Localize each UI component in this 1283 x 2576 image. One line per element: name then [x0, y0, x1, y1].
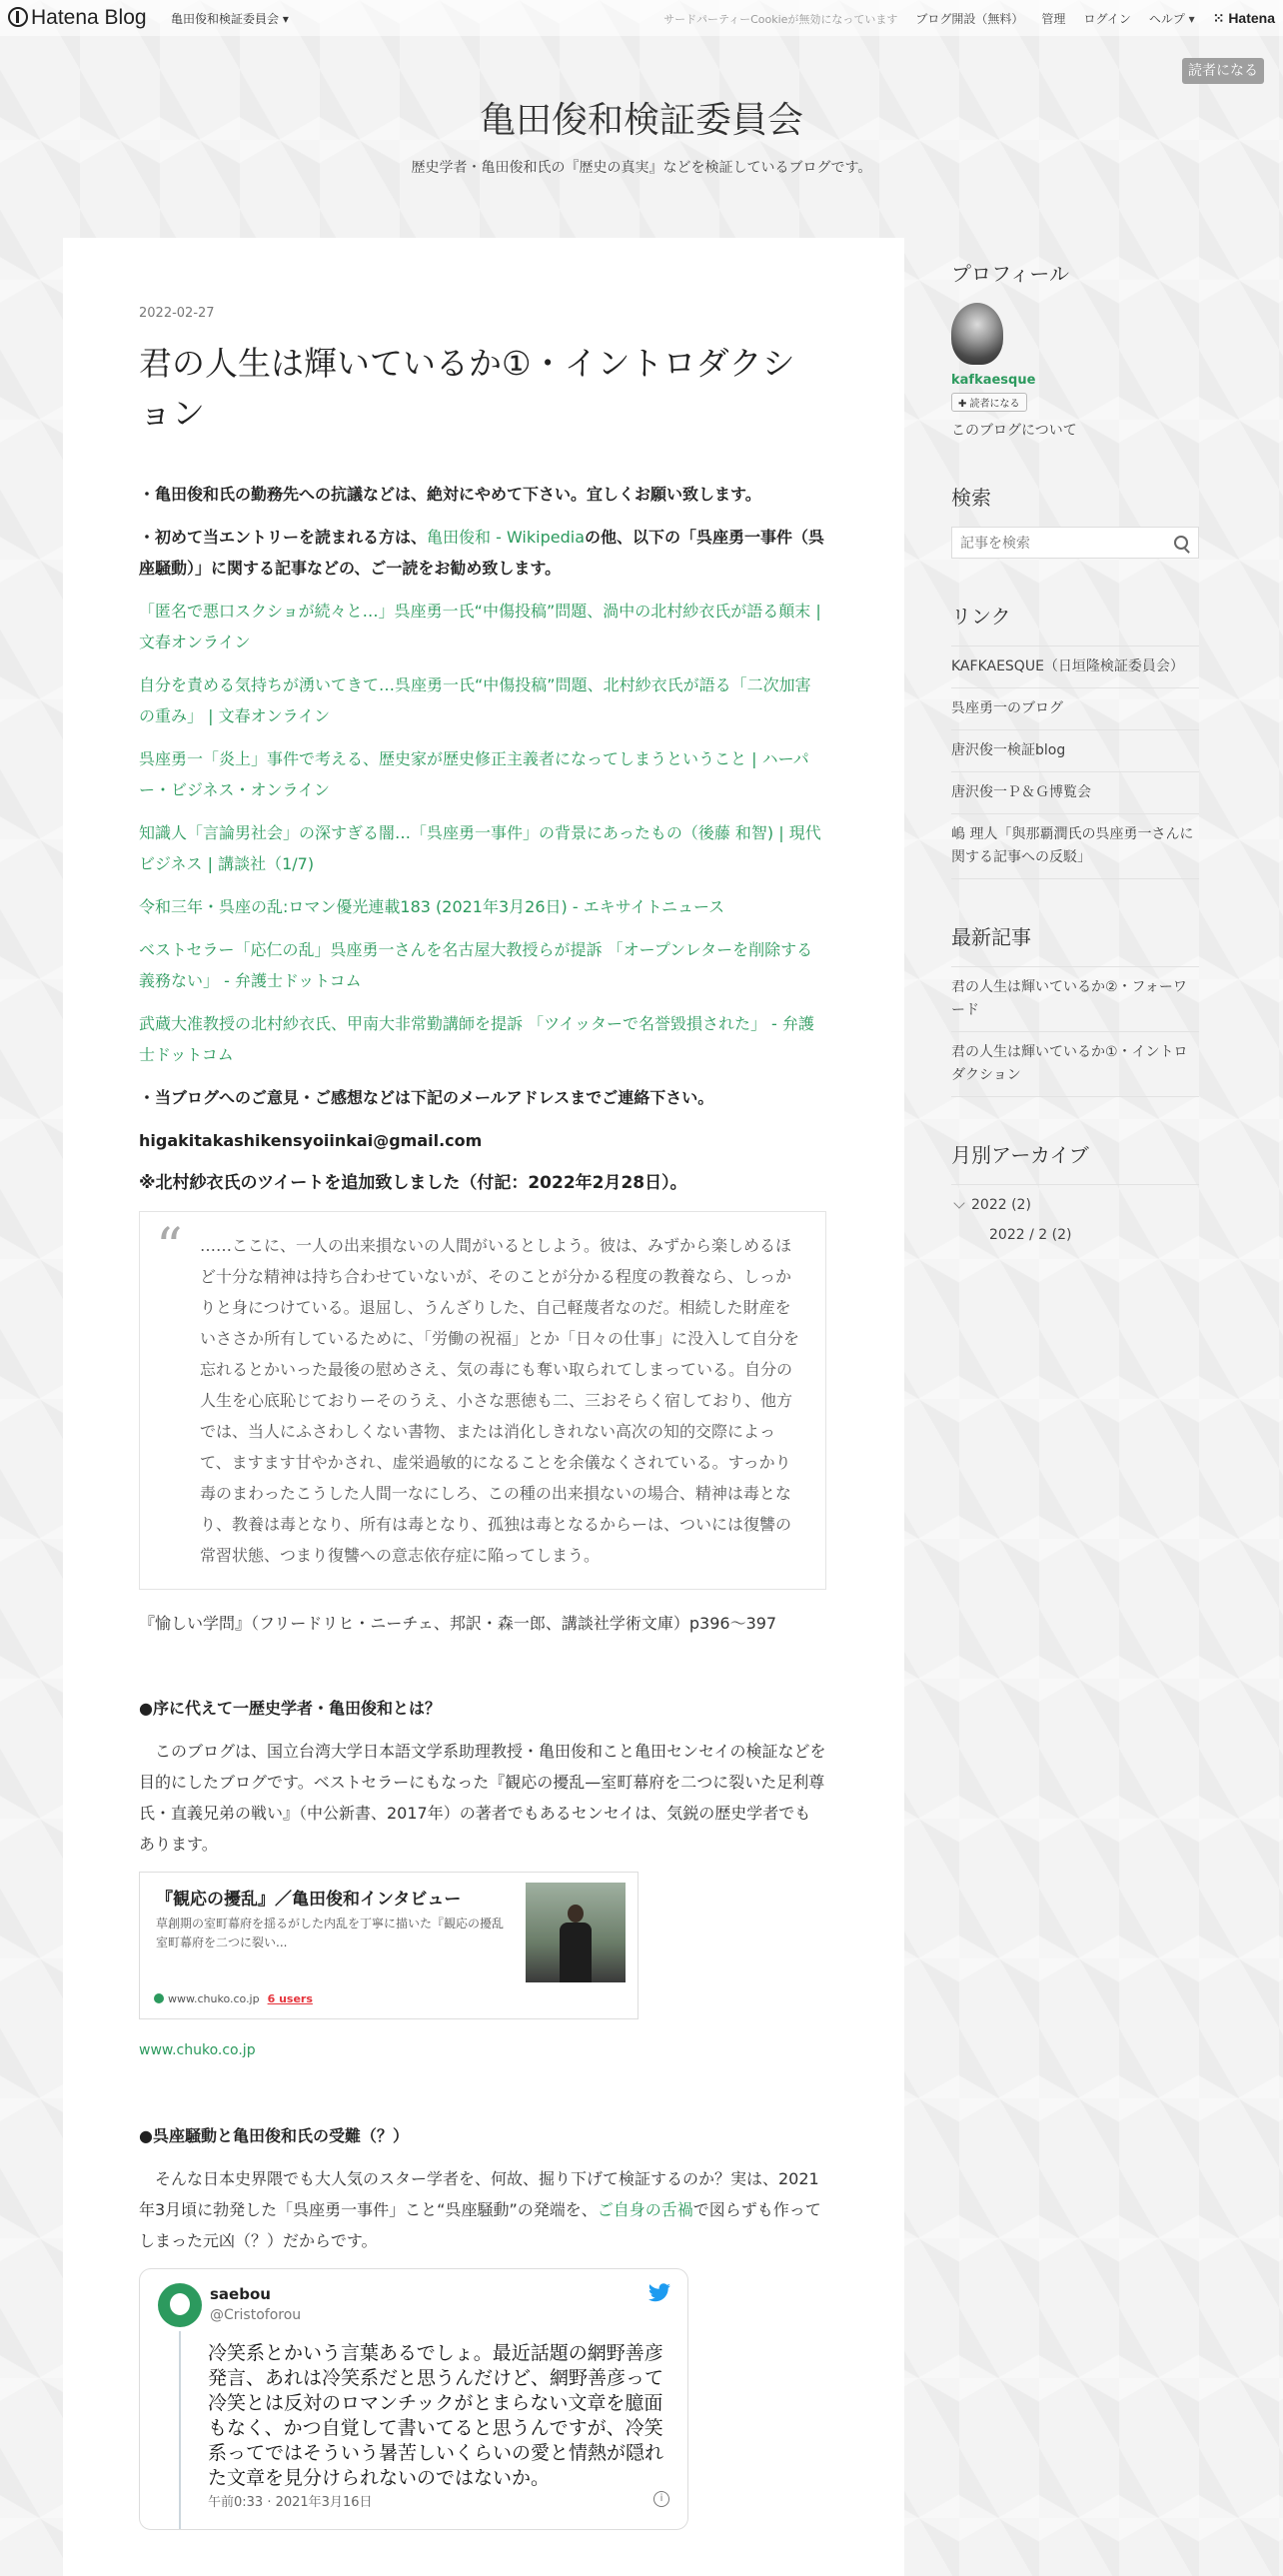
profile-module — [951, 258, 1199, 440]
info-icon[interactable]: i — [653, 2491, 669, 2507]
sidebar-link[interactable]: KAFKAESQUE（日垣隆検証委員会） — [951, 645, 1199, 688]
archive-heading: 月別アーカイブ — [951, 1143, 1089, 1167]
tweet-thread-line — [179, 2331, 181, 2530]
sidebar-link[interactable]: 呉座勇一のブログ — [951, 688, 1199, 730]
card-source — [154, 1992, 313, 2005]
recent-list — [951, 966, 1199, 1097]
addendum-note: ※北村紗衣氏のツイートを追加致しました（付記：2022年2月28日）。 — [139, 1173, 687, 1193]
section-heading-goza: ●呉座騒動と亀田俊和氏の受難（？） — [139, 2126, 409, 2145]
notice-text-post: の他、以下の「呉座勇一事件（呉座騒動）」に関する記事などの、ご一読をお勧め致します。 — [139, 528, 825, 578]
sidebar-link[interactable]: 唐沢俊一Ｐ＆Ｇ博覧会 — [951, 772, 1199, 814]
entry-date[interactable]: 2022-02-27 — [139, 306, 215, 321]
tweet-author-handle[interactable]: @Cristoforou — [210, 2307, 302, 2323]
tweet-text: 冷笑系とかいう言葉あるでしょ。最近話題の網野善彦発言、あれは冷笑系だと思うんだけど、網野善彦って冷笑とは反対のロマンチックがとまらない文章を臆面もなく、かつ自覚して書いてると思うんですが、冷笑系ってではそういう暑苦しいくらいの愛と情熱が隠れた文章を見分けられないのではないか。 — [208, 2342, 664, 2489]
embedded-tweet[interactable] — [139, 2268, 688, 2530]
article-link[interactable]: 「匿名で悪口スクショが続々と…」呉座勇一氏“中傷投稿”問題、渦中の北村紗衣氏が語る顛末 | 文春オンライン — [139, 602, 821, 651]
chevron-down-icon[interactable] — [953, 1197, 964, 1208]
article-link[interactable]: 呉座勇一「炎上」事件で考える、歴史家が歴史修正主義者になってしまうということ | ハーパー・ビジネス・オンライン — [139, 749, 809, 799]
recent-heading: 最新記事 — [951, 925, 1031, 949]
blog-description: 歴史学者・亀田俊和氏の『歴史の真実』などを検証しているブログです。 — [411, 160, 872, 176]
intro-paragraph: このブログは、国立台湾大学日本語文学系助理教授・亀田俊和こと亀田センセイの検証などを目的にしたブログです。ベストセラーにもなった『観応の擾乱—室町幕府を二つに裂いた足利尊氏・直義兄弟の戦い』（中公新書、2017年）の著者でもあるセンセイは、気鋭の歴史学者でもあります。 — [139, 1742, 826, 1854]
cookie-notice: サードパーティーCookieが無効になっています — [663, 12, 898, 26]
help-menu[interactable]: ヘルプ ▾ — [1148, 12, 1195, 26]
goza-paragraph — [139, 2163, 826, 2256]
archive-month-link[interactable]: 2022 / 2 (2) — [989, 1227, 1072, 1243]
source-link[interactable]: www.chuko.co.jp — [139, 2042, 256, 2058]
hatena-logo-icon — [8, 7, 28, 27]
links-list — [951, 645, 1199, 879]
author-photo — [560, 1905, 592, 1982]
contact-email: higakitakashikensyoiinkai@gmail.com — [139, 1131, 483, 1150]
nietzsche-quote — [139, 1211, 826, 1590]
open-blog-link[interactable]: ブログ開設（無料） — [915, 12, 1024, 26]
wikipedia-link[interactable]: 亀田俊和 - Wikipedia — [427, 528, 585, 547]
quote-citation: 『愉しい学問』（フリードリヒ・ニーチェ、邦訳・森一郎、講談社学術文庫）p396～397 — [139, 1614, 777, 1633]
tongue-slip-link[interactable]: ご自身の舌禍 — [597, 2200, 693, 2219]
search-icon[interactable] — [1174, 536, 1188, 550]
hatena-blog-logo[interactable] — [8, 6, 147, 30]
article-link[interactable]: 武蔵大准教授の北村紗衣氏、甲南大非常勤講師を提訴 「ツイッターで名誉毀損された」 - 弁護士ドットコム — [139, 1014, 814, 1064]
recent-entry-link[interactable]: 君の人生は輝いているか②・フォーワード — [951, 966, 1199, 1032]
notice-first-readers — [139, 522, 826, 584]
quote-text: ……ここに、一人の出来損ないの人間がいるとしよう。彼は、みずから楽しめるほど十分な精神は持ち合わせていないが、そのことが分かる程度の教養なら、しっかりと身につけている。退屈し、うんざりした、自己軽蔑者なのだ。相続した財産をいささか所有しているために、「労働の祝福」とか「日々の仕事」に没入して自分を忘れるとかいった最後の慰めさえ、気の毒にも奪い取られてしまっている。自分の人生を心底恥じておりーそのうえ、小さな悪徳も二、三おそらく宿しており、他方では、当人にふさわしくない書物、または消化しきれない高次の知的交際によって、ますます甘やかされ、虚栄過敏的になることを余儀なくされている。すっかり毒のまわったこうした人間一なにしろ、この種の出来損ないの場合、精神は毒となり、教養は毒となり、所有は毒となり、孤独は毒となるからーは、ついには復讐の常習状態、つまり復讐への意志依存症に陥ってしまう。 — [200, 1236, 800, 1565]
profile-name[interactable]: kafkaesque — [951, 373, 1036, 388]
bookmark-users-link[interactable]: 6 users — [267, 1992, 313, 2005]
sidebar-link[interactable]: 嶋 理人「與那覇潤氏の呉座勇一さんに関する記事への反駁」 — [951, 814, 1199, 879]
card-thumbnail[interactable] — [526, 1883, 626, 1982]
profile-heading: プロフィール — [951, 262, 1069, 286]
admin-link[interactable]: 管理 — [1041, 12, 1066, 26]
archive-list — [951, 1184, 1199, 1243]
login-link[interactable]: ログイン — [1083, 12, 1131, 26]
goza-text-post: で図らずも作ってしまった元凶（？）だからです。 — [139, 2200, 821, 2250]
sidebar-link[interactable]: 唐沢俊一検証blog — [951, 730, 1199, 772]
sidebar — [951, 258, 1199, 1285]
archive-year-label: 2022 (2) — [971, 1197, 1031, 1213]
blog-menu-dropdown[interactable]: 亀田俊和検証委員会 ▾ — [171, 12, 289, 26]
links-heading: リンク — [951, 605, 1011, 629]
subscribe-button[interactable]: 読者になる — [1182, 58, 1264, 84]
twitter-bird-icon[interactable] — [647, 2283, 671, 2303]
article-link[interactable]: 知識人「言論男社会」の深すぎる闇…「呉座勇一事件」の背景にあったもの（後藤 和智) | 現代ビジネス | 講談社（1/7) — [139, 823, 821, 873]
search-box — [951, 527, 1199, 559]
notice-text-pre: ・初めて当エントリーを読まれる方は、 — [139, 528, 428, 547]
goza-text-pre: そんな日本史界隈でも大人気のスター学者を、何故、掘り下げて検証するのか？実は、2021年3月頃に勃発した「呉座勇一事件」こと“呉座騒動”の発端を、 — [139, 2169, 819, 2219]
card-source-domain: www.chuko.co.jp — [168, 1992, 260, 2005]
archive-module — [951, 1139, 1199, 1243]
links-module — [951, 601, 1199, 879]
recent-module — [951, 921, 1199, 1097]
hatena-label: Hatena — [1228, 10, 1275, 26]
tweet-avatar[interactable] — [158, 2283, 202, 2327]
about-blog-link[interactable]: このブログについて — [951, 423, 1077, 439]
search-module — [951, 482, 1199, 559]
hatena-menu[interactable] — [1213, 10, 1275, 27]
section-heading-intro: ●序に代えて一歴史学者・亀田俊和とは？ — [139, 1699, 441, 1718]
article-link[interactable]: ベストセラー「応仁の乱」呉座勇一さんを名古屋大教授らが提訴 「オープンレターを削除する義務ない」 - 弁護士ドットコム — [139, 940, 813, 990]
blog-title[interactable]: 亀田俊和検証委員会 — [479, 100, 803, 141]
global-header — [0, 0, 1283, 36]
hatena-dots-icon: ⁙ — [1212, 10, 1229, 26]
card-description: 草創期の室町幕府を揺るがした内乱を丁寧に描いた『観応の擾乱 室町幕府を二つに裂い... — [156, 1917, 505, 1949]
entry-container — [63, 238, 904, 2576]
notice-no-protest: ・亀田俊和氏の勤務先への抗議などは、絶対にやめて下さい。宜しくお願い致します。 — [139, 485, 761, 504]
article-link[interactable]: 自分を責める気持ちが湧いてきて…呉座勇一氏“中傷投稿”問題、北村紗衣氏が語る「二次加害の重み」 | 文春オンライン — [139, 675, 811, 725]
search-heading: 検索 — [951, 486, 991, 510]
tweet-timestamp[interactable]: 午前0:33 · 2021年3月16日 — [208, 2495, 373, 2510]
quote-mark-icon: “ — [156, 1218, 183, 1278]
entry-title[interactable]: 君の人生は輝いているか①・イントロダクション — [139, 344, 795, 433]
entry — [139, 306, 826, 2530]
tweet-author-name[interactable]: saebou — [210, 2285, 271, 2303]
archive-year[interactable] — [951, 1184, 1199, 1219]
profile-subscribe-button[interactable]: ✚ 読者になる — [951, 393, 1027, 412]
logo-text: Hatena Blog — [31, 6, 147, 29]
card-title[interactable]: 『観応の擾乱』／亀田俊和インタビュー — [156, 1890, 462, 1910]
article-link[interactable]: 令和三年・呉座の乱:ロマン優光連載183 (2021年3月26日) - エキサイトニュース — [139, 897, 725, 916]
recent-entry-link[interactable]: 君の人生は輝いているか①・イントロダクション — [951, 1032, 1199, 1097]
search-input[interactable] — [958, 529, 1162, 559]
profile-avatar[interactable] — [951, 303, 1003, 365]
contact-notice: ・当ブログへのご意見・ご感想などは下記のメールアドレスまでご連絡下さい。 — [139, 1088, 714, 1107]
favicon-icon — [154, 1993, 164, 2003]
header-right-menu — [663, 10, 1275, 27]
embed-card[interactable] — [139, 1872, 639, 2019]
